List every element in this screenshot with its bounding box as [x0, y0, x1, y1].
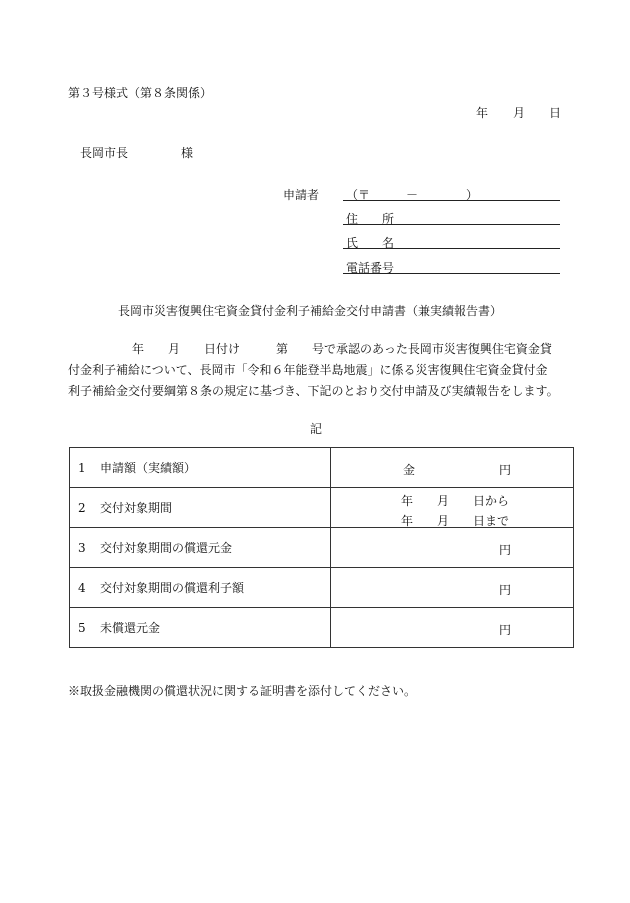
amount-unit: 円	[499, 583, 512, 597]
amount-unit: 円	[499, 463, 512, 477]
application-table	[69, 447, 574, 648]
row-number: 5	[78, 621, 86, 635]
form-number: 第３号様式（第８条関係）	[68, 86, 213, 100]
document-title: 長岡市災害復興住宅資金貸付金利子補給金交付申請書（兼実績報告書）	[118, 304, 503, 318]
table-row	[70, 608, 574, 648]
table-row	[70, 448, 574, 488]
address-label: 住 所	[346, 212, 395, 226]
name-label: 氏 名	[346, 236, 395, 250]
address-underline	[343, 224, 560, 225]
body-line-1: 年 月 日付け 第 号で承認のあった長岡市災害復興住宅資金貸	[132, 342, 552, 356]
row-number: 4	[78, 581, 86, 595]
postal-underline	[343, 200, 560, 201]
date-year-label: 年	[476, 106, 489, 120]
period-from: 年 月 日から	[401, 494, 510, 508]
period-to: 年 月 日まで	[401, 514, 510, 528]
applicant-postal: （〒 － ）	[346, 188, 479, 202]
body-line-3: 利子補給金交付要綱第８条の規定に基づき、下記のとおり交付申請及び実績報告をします。	[68, 384, 559, 398]
row-number: 1	[78, 461, 86, 475]
addressee-honorific: 様	[181, 146, 194, 160]
table-row	[70, 568, 574, 608]
row-label: 交付対象期間	[100, 501, 173, 515]
row-label: 申請額（実績額）	[100, 461, 197, 475]
date-month-label: 月	[513, 106, 526, 120]
addressee-name: 長岡市長	[80, 146, 129, 160]
row-label: 交付対象期間の償還利子額	[100, 581, 245, 595]
row-number: 2	[78, 501, 86, 515]
table-row	[70, 488, 574, 528]
table-row	[70, 528, 574, 568]
amount-unit: 円	[499, 623, 512, 637]
row-label: 未償還元金	[100, 621, 161, 635]
date-day-label: 日	[549, 106, 562, 120]
attachment-note: ※取扱金融機関の償還状況に関する証明書を添付してください。	[68, 684, 417, 698]
amount-unit: 円	[499, 543, 512, 557]
amount-prefix: 金	[403, 463, 416, 477]
phone-label: 電話番号	[346, 261, 395, 275]
applicant-label: 申請者	[283, 188, 320, 202]
row-number: 3	[78, 541, 86, 555]
row-label: 交付対象期間の償還元金	[100, 541, 233, 555]
body-line-2: 付金利子補給について、長岡市「令和６年能登半島地震」に係る災害復興住宅資金貸付金	[68, 363, 548, 377]
name-underline	[343, 248, 560, 249]
phone-underline	[343, 273, 560, 274]
ki-heading: 記	[310, 422, 323, 436]
